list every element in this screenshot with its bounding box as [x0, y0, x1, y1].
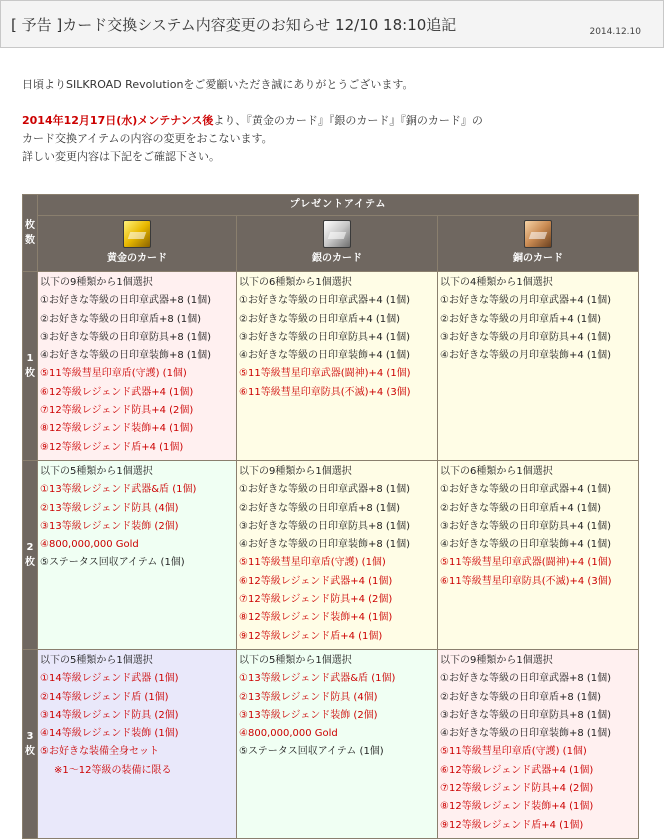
count-header-label: 枚数 [25, 220, 35, 246]
card-count-label: 3枚 [25, 730, 35, 757]
reward-option: ②お好きな等級の日印章盾+8 (1個) [40, 313, 202, 325]
reward-option: ⑥11等級彗星印章防具(不滅)+4 (3個) [239, 386, 411, 398]
bronze-card-icon [524, 220, 552, 248]
intro-text [22, 76, 652, 166]
reward-option: ④お好きな等級の日印章装飾+8 (1個) [440, 728, 612, 740]
reward-option: ④800,000,000 Gold [239, 728, 338, 740]
reward-option: ④お好きな等級の日印章装飾+8 (1個) [239, 539, 411, 551]
reward-option: ①お好きな等級の日印章武器+8 (1個) [440, 673, 612, 685]
reward-option: ⑦12等級レジェンド防具+4 (2個) [40, 405, 194, 417]
reward-option: ②お好きな等級の日印章盾+8 (1個) [239, 502, 401, 514]
count-header [23, 195, 38, 272]
card-count-label: 2枚 [25, 541, 35, 568]
reward-option: ①13等級レジェンド武器&盾 (1個) [239, 673, 396, 685]
reward-option: ④お好きな等級の日印章装飾+4 (1個) [239, 350, 411, 362]
reward-option: ⑥11等級彗星印章防具(不滅)+4 (3個) [440, 575, 612, 587]
reward-choice-summary: 以下の4種類から1個選択 [440, 277, 553, 288]
reward-option: ②お好きな等級の日印章盾+4 (1個) [239, 313, 401, 325]
intro-line-1: 日頃よりSILKROAD Revolutionをご愛顧いただき誠にありがとうございます。 [22, 78, 414, 91]
bronze-card-label: 銅のカード [513, 252, 564, 264]
reward-option: ④14等級レジェンド装飾 (1個) [40, 728, 179, 740]
notice-date: 2014.12.10 [589, 27, 641, 37]
intro-line-4: 詳しい変更内容は下記をご確認下さい。 [22, 150, 220, 163]
table-row [23, 272, 639, 461]
reward-option: ⑥12等級レジェンド武器+4 (1個) [40, 386, 194, 398]
silver-card-reward-cell [237, 460, 438, 649]
card-count-cell [23, 272, 38, 461]
silver-card-reward-cell [237, 272, 438, 461]
reward-option: ②14等級レジェンド盾 (1個) [40, 691, 169, 703]
reward-option: ①お好きな等級の日印章武器+4 (1個) [239, 295, 411, 307]
reward-option: ③お好きな等級の日印章防具+4 (1個) [440, 520, 612, 532]
reward-option: ⑨12等級レジェンド盾+4 (1個) [239, 630, 383, 642]
table-row [23, 460, 639, 649]
reward-option: ①お好きな等級の日印章武器+8 (1個) [239, 484, 411, 496]
reward-option: ①13等級レジェンド武器&盾 (1個) [40, 484, 197, 496]
reward-option: ⑨12等級レジェンド盾+4 (1個) [440, 819, 584, 831]
reward-option: ①お好きな等級の月印章武器+4 (1個) [440, 295, 612, 307]
reward-option: ②13等級レジェンド防具 (4個) [40, 502, 179, 514]
reward-option: ④お好きな等級の月印章装飾+4 (1個) [440, 350, 612, 362]
reward-option: ③13等級レジェンド装飾 (2個) [239, 709, 378, 721]
reward-option: ⑥12等級レジェンド武器+4 (1個) [440, 764, 594, 776]
card-exchange-table [22, 194, 639, 839]
reward-option: ⑤11等級彗星印章武器(闘神)+4 (1個) [440, 557, 612, 569]
gold-card-reward-cell [38, 649, 237, 838]
bronze-card-reward-cell [438, 460, 639, 649]
intro-line-3: カード交換アイテムの内容の変更をおこないます。 [22, 132, 273, 145]
bronze-card-reward-cell [438, 272, 639, 461]
reward-option: ③お好きな等級の日印章防具+4 (1個) [239, 331, 411, 343]
gold-card-icon [123, 220, 151, 248]
reward-option: ⑤11等級彗星印章盾(守護) (1個) [239, 557, 386, 569]
reward-option: ⑤11等級彗星印章武器(闘神)+4 (1個) [239, 368, 411, 380]
gold-card-label: 黄金のカード [107, 252, 167, 264]
silver-card-column-header [237, 216, 438, 272]
reward-option: ①14等級レジェンド武器 (1個) [40, 673, 179, 685]
reward-option: ⑦12等級レジェンド防具+4 (2個) [440, 783, 594, 795]
reward-option: ⑧12等級レジェンド装飾+4 (1個) [239, 612, 393, 624]
reward-choice-summary: 以下の9種類から1個選択 [440, 654, 553, 666]
reward-option: ⑤お好きな装備全身セット [40, 746, 159, 758]
bronze-card-reward-cell [438, 649, 639, 838]
reward-option: ①お好きな等級の日印章武器+4 (1個) [440, 484, 612, 496]
reward-option: ⑧12等級レジェンド装飾+4 (1個) [440, 801, 594, 813]
notice-title: [ 予告 ]カード交換システム内容変更のお知らせ 12/10 18:10追記 [11, 16, 457, 34]
reward-option: ⑤ステータス回収アイテム (1個) [239, 746, 384, 758]
card-count-cell [23, 649, 38, 838]
reward-option: ②お好きな等級の月印章盾+4 (1個) [440, 313, 602, 325]
present-item-header: プレゼントアイテム [38, 195, 639, 216]
reward-option: ③13等級レジェンド装飾 (2個) [40, 520, 179, 532]
card-count-cell [23, 460, 38, 649]
gold-card-reward-cell [38, 460, 237, 649]
reward-choice-summary: 以下の6種類から1個選択 [440, 465, 553, 477]
gold-card-column-header [38, 216, 237, 272]
reward-choice-summary: 以下の5種類から1個選択 [40, 654, 153, 666]
reward-option: ②お好きな等級の日印章盾+4 (1個) [440, 502, 602, 514]
reward-choice-summary: 以下の5種類から1個選択 [40, 465, 153, 477]
reward-option: ④お好きな等級の日印章装飾+8 (1個) [40, 350, 212, 362]
intro-line-2 [22, 112, 652, 130]
reward-choice-summary: 以下の9種類から1個選択 [239, 465, 352, 477]
notice-header [0, 0, 664, 48]
reward-option: ③14等級レジェンド防具 (2個) [40, 709, 179, 721]
card-count-label: 1枚 [25, 352, 35, 379]
reward-choice-summary: 以下の6種類から1個選択 [239, 277, 352, 288]
gold-card-reward-cell [38, 272, 237, 461]
table-body [23, 272, 639, 839]
silver-card-icon [323, 220, 351, 248]
silver-card-label: 銀のカード [312, 252, 362, 264]
reward-option: ④800,000,000 Gold [40, 539, 139, 551]
reward-choice-summary: 以下の5種類から1個選択 [239, 654, 352, 666]
table-row [23, 649, 639, 838]
reward-option: ※1～12等級の装備に限る [54, 764, 172, 776]
reward-option: ②お好きな等級の日印章盾+8 (1個) [440, 691, 602, 703]
reward-option: ①お好きな等級の日印章武器+8 (1個) [40, 295, 212, 307]
reward-option: ⑧12等級レジェンド装飾+4 (1個) [40, 423, 194, 435]
reward-option: ③お好きな等級の月印章防具+4 (1個) [440, 331, 612, 343]
reward-choice-summary: 以下の9種類から1個選択 [40, 277, 153, 288]
reward-option: ⑤11等級彗星印章盾(守護) (1個) [40, 368, 187, 380]
reward-option: ③お好きな等級の日印章防具+8 (1個) [440, 709, 612, 721]
reward-option: ③お好きな等級の日印章防具+8 (1個) [239, 520, 411, 532]
silver-card-reward-cell [237, 649, 438, 838]
reward-option: ⑨12等級レジェンド盾+4 (1個) [40, 441, 184, 453]
reward-option: ⑥12等級レジェンド武器+4 (1個) [239, 575, 393, 587]
reward-option: ③お好きな等級の日印章防具+8 (1個) [40, 331, 212, 343]
bronze-card-column-header [438, 216, 639, 272]
reward-option: ②13等級レジェンド防具 (4個) [239, 691, 378, 703]
reward-option: ⑤ステータス回収アイテム (1個) [40, 557, 185, 569]
reward-option: ④お好きな等級の日印章装飾+4 (1個) [440, 539, 612, 551]
intro-line-2-rest: より、『黄金のカード』『銀のカード』『銅のカード』の [213, 114, 483, 127]
reward-option: ⑦12等級レジェンド防具+4 (2個) [239, 594, 393, 606]
reward-option: ⑤11等級彗星印章盾(守護) (1個) [440, 746, 587, 758]
maintenance-date: 2014年12月17日(水)メンテナンス後 [22, 114, 214, 127]
